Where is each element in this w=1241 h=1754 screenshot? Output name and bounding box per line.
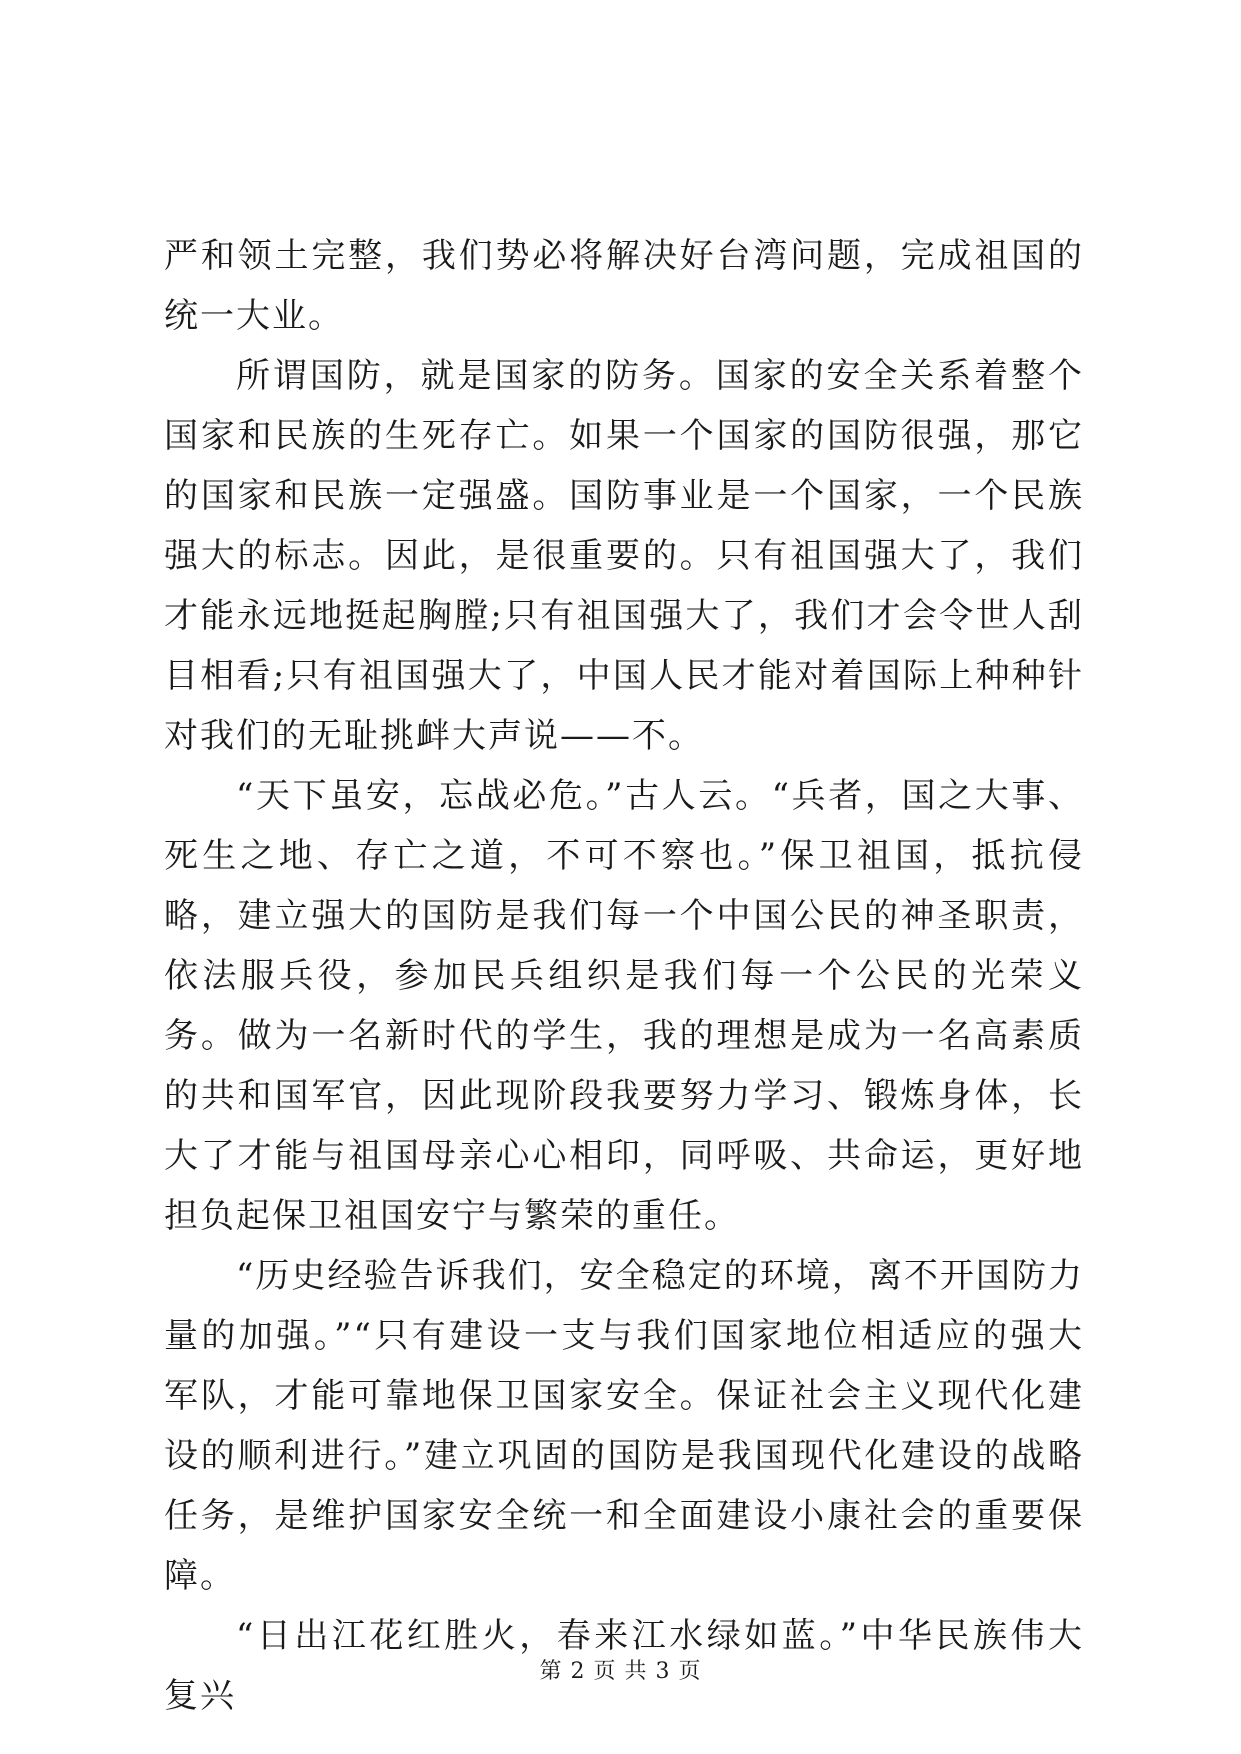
- paragraph-1: 严和领土完整，我们势必将解决好台湾问题，完成祖国的统一大业。: [164, 236, 1084, 336]
- document-body: [164, 226, 1084, 1726]
- paragraph-2: 所谓国防，就是国家的防务。国家的安全关系着整个国家和民族的生死存亡。如果一个国家的国防很强，那它的国家和民族一定强盛。国防事业是一个国家，一个民族强大的标志。因此，是很重要的。只有祖国强大了，我们才能永远地挺起胸膛;只有祖国强大了，我们才会令世人刮目相看;只有祖国强大了，中国人民才能对着国际上种种针对我们的无耻挑衅大声说——不。: [164, 356, 1085, 756]
- page-number-footer: 第 2 页 共 3 页: [539, 1659, 702, 1684]
- paragraph-4: “历史经验告诉我们，安全稳定的环境，离不开国防力量的加强。”“只有建设一支与我们国家地位相适应的强大军队，才能可靠地保卫国家安全。保证社会主义现代化建设的顺利进行。”建立巩固的国防是我国现代化建设的战略任务，是维护国家安全统一和全面建设小康社会的重要保障。: [164, 1256, 1084, 1596]
- paragraph-3: “天下虽安，忘战必危。”古人云。“兵者，国之大事、死生之地、存亡之道，不可不察也。”保卫祖国，抵抗侵略，建立强大的国防是我们每一个中国公民的神圣职责，依法服兵役，参加民兵组织是我们每一个公民的光荣义务。做为一名新时代的学生，我的理想是成为一名高素质的共和国军官，因此现阶段我要努力学习、锻炼身体，长大了才能与祖国母亲心心相印，同呼吸、共命运，更好地担负起保卫祖国安宁与繁荣的重任。: [164, 776, 1084, 1236]
- paragraph-5: “日出江花红胜火，春来江水绿如蓝。”中华民族伟大复兴: [164, 1616, 1084, 1716]
